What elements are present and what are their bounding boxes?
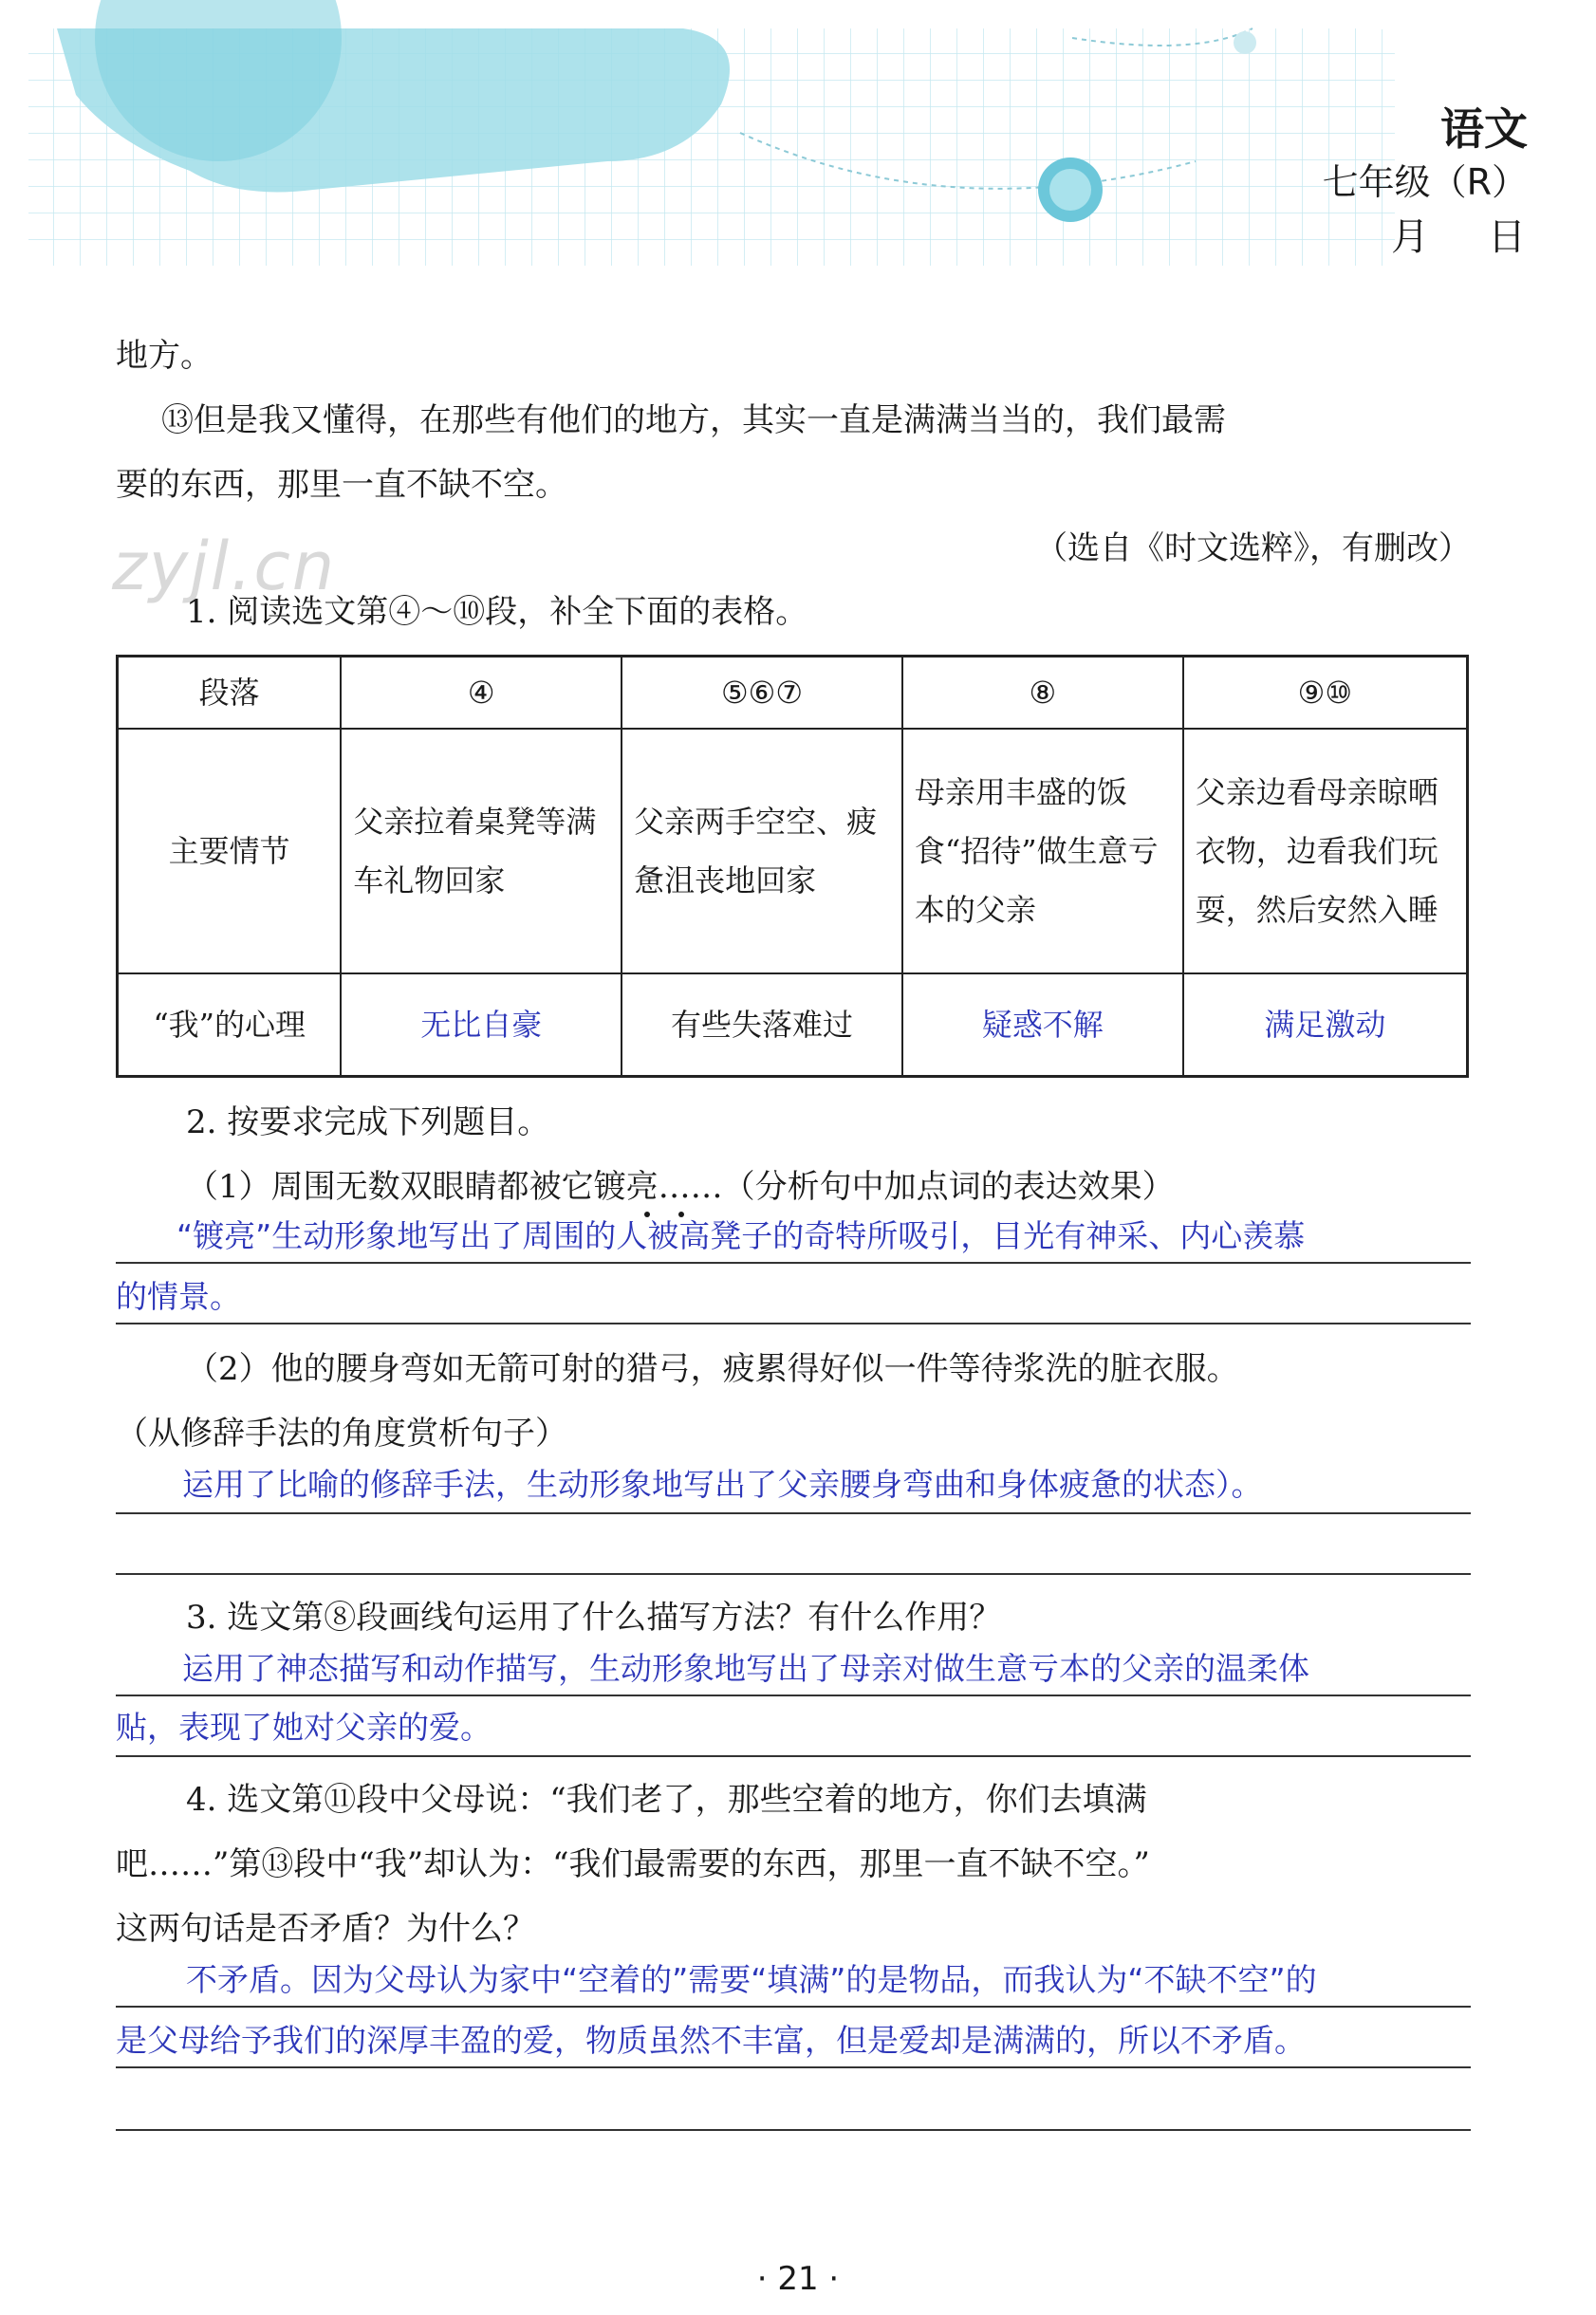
cell-plot-1: 父亲拉着桌凳等满车礼物回家 bbox=[341, 729, 622, 973]
page-number: · 21 · bbox=[756, 2260, 840, 2298]
answer-line bbox=[116, 1755, 1471, 1757]
header-info bbox=[1323, 102, 1528, 266]
answer-line bbox=[116, 2006, 1471, 2008]
q1-prompt: 1. 阅读选文第④～⑩段，补全下面的表格。 bbox=[186, 593, 808, 631]
q2-sub2-question-line2: （从修辞手法的角度赏析句子） bbox=[116, 1415, 567, 1453]
q2-sub2-answer: 运用了比喻的修辞手法，生动形象地写出了父亲腰身弯曲和身体疲惫的状态）。 bbox=[182, 1466, 1263, 1503]
answer-line bbox=[116, 1262, 1471, 1264]
table-row bbox=[118, 973, 1468, 1077]
cell-plot-4: 父亲边看母亲晾晒衣物，边看我们玩耍，然后安然入睡 bbox=[1183, 729, 1468, 973]
passage-continuation: 地方。 bbox=[116, 337, 213, 375]
cell-para-1: ④ bbox=[341, 657, 622, 730]
answer-line bbox=[116, 2129, 1471, 2131]
cell-mood-4: 满足激动 bbox=[1183, 973, 1468, 1077]
q4-answer-line1: 不矛盾。因为父母认为家中“空着的”需要“填满”的是物品，而我认为“不缺不空”的 bbox=[186, 1961, 1317, 1998]
answer-line bbox=[116, 1695, 1471, 1696]
passage-source: （选自《时文选粹》，有删改） bbox=[1035, 529, 1471, 567]
row-header-mood: “我”的心理 bbox=[118, 973, 342, 1077]
q4-answer-line2: 是父母给予我们的深厚丰盈的爱，物质虽然不丰富，但是爱却是满满的，所以不矛盾。 bbox=[116, 2022, 1306, 2059]
q4-question-line1: 4. 选文第⑪段中父母说：“我们老了，那些空着的地方，你们去填满 bbox=[186, 1781, 1147, 1819]
q2-sub1-question: （1）周围无数双眼睛都被它镀亮……（分析句中加点词的表达效果） bbox=[186, 1168, 1175, 1206]
cell-para-3: ⑧ bbox=[902, 657, 1183, 730]
day-label: 日 bbox=[1488, 215, 1528, 259]
table-row bbox=[118, 657, 1468, 730]
q2-sub1-answer-line1: “镀亮”生动形象地写出了周围的人被高凳子的奇特所吸引，目光有神采、内心羡慕 bbox=[176, 1217, 1306, 1254]
answer-line bbox=[116, 2066, 1471, 2068]
cell-para-2: ⑤⑥⑦ bbox=[622, 657, 902, 730]
q2-prompt: 2. 按要求完成下列题目。 bbox=[186, 1103, 550, 1141]
cell-plot-2: 父亲两手空空、疲惫沮丧地回家 bbox=[622, 729, 902, 973]
answer-line bbox=[116, 1323, 1471, 1324]
cell-mood-3: 疑惑不解 bbox=[902, 973, 1183, 1077]
cell-para-4: ⑨⑩ bbox=[1183, 657, 1468, 730]
subject-label: 语文 bbox=[1440, 103, 1528, 155]
plot-table bbox=[116, 655, 1469, 1078]
grade-label: 七年级（R） bbox=[1322, 161, 1528, 203]
cell-mood-1: 无比自豪 bbox=[341, 973, 622, 1077]
passage-p13-line2: 要的东西，那里一直不缺不空。 bbox=[116, 466, 567, 504]
q3-answer-line1: 运用了神态描写和动作描写，生动形象地写出了母亲对做生意亏本的父亲的温柔体 bbox=[182, 1650, 1309, 1687]
watermark: zyjl.cn bbox=[112, 528, 337, 605]
cell-mood-2: 有些失落难过 bbox=[622, 973, 902, 1077]
q4-question-line3: 这两句话是否矛盾？为什么？ bbox=[116, 1910, 535, 1948]
answer-line bbox=[116, 1512, 1471, 1514]
q3-answer-line2: 贴，表现了她对父亲的爱。 bbox=[116, 1709, 492, 1746]
q2-sub2-question-line1: （2）他的腰身弯如无箭可射的猎弓，疲累得好似一件等待浆洗的脏衣服。 bbox=[186, 1350, 1239, 1388]
q4-question-line2: 吧……”第⑬段中“我”却认为：“我们最需要的东西，那里一直不缺不空。” bbox=[116, 1845, 1150, 1883]
table-row bbox=[118, 729, 1468, 973]
answer-line bbox=[116, 1573, 1471, 1575]
row-header-para: 段落 bbox=[118, 657, 342, 730]
passage-p13-line1: ⑬但是我又懂得，在那些有他们的地方，其实一直是满满当当的，我们最需 bbox=[161, 401, 1226, 439]
q2-sub1-answer-line2: 的情景。 bbox=[116, 1278, 241, 1315]
month-label: 月 bbox=[1391, 215, 1431, 259]
date-label bbox=[1323, 209, 1528, 266]
row-header-plot: 主要情节 bbox=[118, 729, 342, 973]
cell-plot-3: 母亲用丰盛的饭食“招待”做生意亏本的父亲 bbox=[902, 729, 1183, 973]
q3-question: 3. 选文第⑧段画线句运用了什么描写方法？有什么作用？ bbox=[186, 1599, 1002, 1637]
